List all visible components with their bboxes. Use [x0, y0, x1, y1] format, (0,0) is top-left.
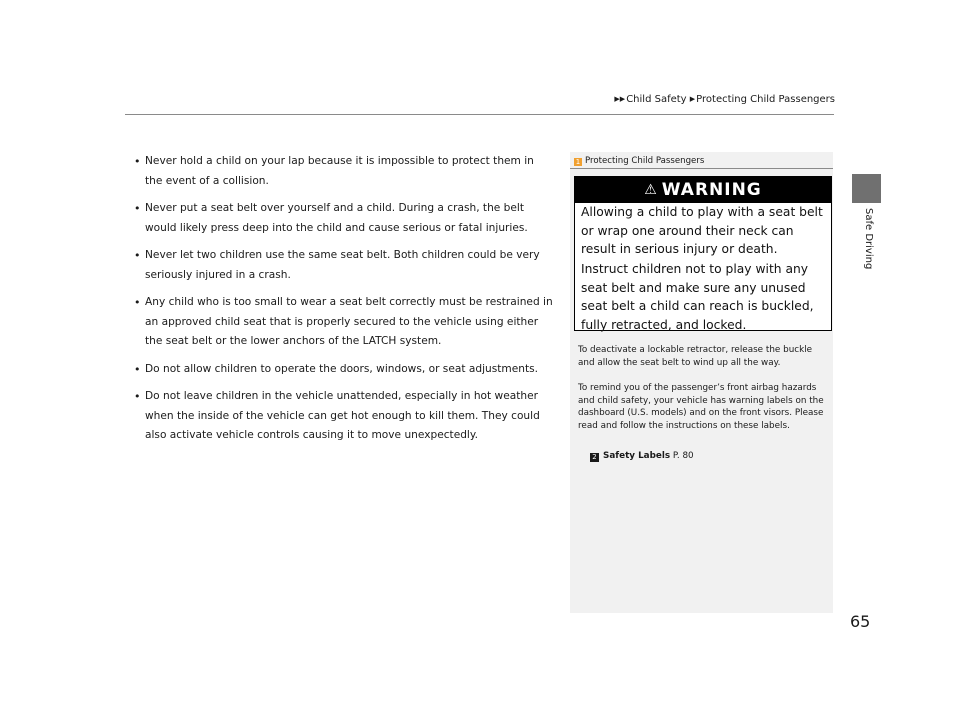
warning-header: [575, 177, 831, 203]
panel-note-1: To deactivate a lockable retractor, release the buckle and allow the seat belt to wind up all the way.: [578, 345, 813, 368]
panel-title: [574, 156, 834, 166]
bullet-text: Do not leave children in the vehicle unattended, especially in hot weather when the inside of the vehicle can get hot enough to kill them. They could also activate vehicle controls causing it to move unexpectedly.: [145, 390, 540, 441]
bullet-icon: •: [134, 155, 141, 168]
list-item: [134, 293, 554, 352]
bullet-icon: •: [134, 202, 141, 215]
section-tab-marker: [852, 174, 881, 203]
xref-page: P. 80: [672, 451, 694, 461]
bullet-icon: •: [134, 249, 141, 262]
warning-label: WARNING: [661, 180, 762, 200]
xref-label: Safety Labels: [603, 451, 671, 461]
safety-bullet-list: [134, 152, 554, 454]
safety-labels-link[interactable]: [590, 451, 694, 462]
list-item: [134, 246, 554, 285]
warning-triangle-icon: ⚠: [644, 182, 658, 198]
bullet-text: Never let two children use the same seat belt. Both children could be very seriously injured in a crash.: [145, 249, 540, 281]
warning-text-1: Allowing a child to play with a seat belt or wrap one around their neck can result in serious injury or death.: [581, 205, 823, 257]
panel-note-2: To remind you of the passenger’s front airbag hazards and child safety, your vehicle has warning labels on the dashboard (U.S. models) and on the front visors. Please read and follow the instructions on these labels.: [578, 383, 824, 432]
warning-text-2: Instruct children not to play with any seat belt and make sure any unused seat belt a child can reach is buckled, fully retracted, and locked.: [581, 262, 814, 332]
bullet-text: Any child who is too small to wear a seat belt correctly must be restrained in an approved child seat that is properly secured to the vehicle using either the seat belt or the lower anchors of the LATCH system.: [145, 296, 553, 347]
cross-reference-icon: 2: [590, 453, 599, 462]
list-item: [134, 360, 554, 380]
breadcrumb-arrow-icon: ▶▶: [614, 95, 626, 103]
section-tab-label[interactable]: Safe Driving: [863, 208, 874, 270]
panel-title-text: Protecting Child Passengers: [585, 156, 705, 166]
header-divider: [125, 114, 834, 115]
bullet-icon: •: [134, 390, 141, 403]
list-item: [134, 152, 554, 191]
bullet-icon: •: [134, 296, 141, 309]
bullet-text: Never put a seat belt over yourself and a child. During a crash, the belt would likely press deep into the child and cause serious or fatal injuries.: [145, 202, 528, 234]
bullet-text: Do not allow children to operate the doors, windows, or seat adjustments.: [145, 362, 538, 375]
breadcrumb-item-child-safety[interactable]: Child Safety: [626, 94, 687, 105]
page-number: 65: [850, 612, 871, 631]
reference-icon: 1: [575, 158, 581, 166]
bullet-icon: •: [134, 362, 141, 376]
list-item: [134, 199, 554, 238]
breadcrumb-arrow-icon: ▶: [689, 95, 696, 103]
breadcrumb: [607, 94, 835, 105]
breadcrumb-item-protecting-child-passengers[interactable]: Protecting Child Passengers: [696, 94, 835, 105]
panel-divider: [570, 168, 833, 169]
list-item: [134, 387, 554, 446]
bullet-text: Never hold a child on your lap because it is impossible to protect them in the event of a collision.: [145, 155, 534, 187]
